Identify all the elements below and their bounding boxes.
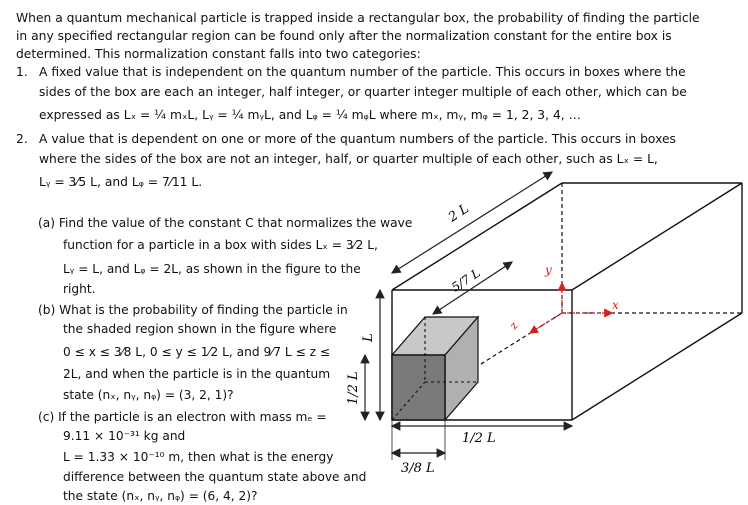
label-3-8L: 3/8 L xyxy=(401,461,435,476)
question-a-line-2: function for a particle in a box with sides Lₓ = 3⁄2 L, xyxy=(63,238,378,252)
label-2L: 2 L xyxy=(446,201,472,226)
intro-line-2: in any specified rectangular region can be found only after the normalization constant for the entire box is xyxy=(16,29,672,43)
item-2-line-3: Lᵧ = 3⁄5 L, and Lᵩ = 7⁄11 L. xyxy=(39,175,203,189)
question-a-line-3: Lᵧ = L, and Lᵩ = 2L, as shown in the figure to the xyxy=(63,262,361,276)
item-1-line-2: sides of the box are each an integer, half integer, or quarter integer multiple of each other, which can be xyxy=(39,85,687,99)
question-c-line-1: (c) If the particle is an electron with mass mₑ = xyxy=(38,410,327,424)
item-2-line-2: where the sides of the box are not an integer, half, or quarter multiple of each other, such as Lₓ = L, xyxy=(39,152,658,166)
axis-x-label: x xyxy=(612,298,619,312)
question-c-line-2: 9.11 × 10⁻³¹ kg and xyxy=(63,429,186,443)
intro-line-1: When a quantum mechanical particle is trapped inside a rectangular box, the probability of finding the particle xyxy=(16,11,700,25)
question-b-line-5: state (nₓ, nᵧ, nᵩ) = (3, 2, 1)? xyxy=(63,388,234,402)
item-1-line-3: expressed as Lₓ = ¼ mₓL, Lᵧ = ¼ mᵧL, and Lᵩ = ¼ mᵩL where mₓ, mᵧ, mᵩ = 1, 2, 3, 4, … xyxy=(39,108,581,122)
question-b-line-4: 2L, and when the particle is in the quantum xyxy=(63,367,331,381)
item-2-line-1: A value that is dependent on one or more of the quantum numbers of the particle. This occurs in boxes xyxy=(39,132,676,146)
shaded-region xyxy=(392,317,478,420)
question-a-line-4: right. xyxy=(63,282,96,296)
item-2-number: 2. xyxy=(16,132,28,146)
question-a-line-1: (a) Find the value of the constant C that normalizes the wave xyxy=(38,216,413,230)
item-1-number: 1. xyxy=(16,65,28,79)
question-c-line-5: the state (nₓ, nᵧ, nᵩ) = (6, 4, 2)? xyxy=(63,489,258,503)
question-b-line-2: the shaded region shown in the figure where xyxy=(63,322,337,336)
label-bottom-half-L: 1/2 L xyxy=(462,431,496,446)
question-b-line-1: (b) What is the probability of finding the particle in xyxy=(38,303,348,317)
label-half-L: 1/2 L xyxy=(346,371,361,405)
intro-line-3: determined. This normalization constant falls into two categories: xyxy=(16,47,421,61)
label-L: L xyxy=(361,333,376,342)
dim-2L-arrow xyxy=(392,172,552,273)
question-c-line-3: L = 1.33 × 10⁻¹⁰ m, then what is the energy xyxy=(63,450,334,464)
label-5-7L: 5/7 L xyxy=(449,265,483,295)
axis-z-label: z xyxy=(506,319,521,332)
axis-y-label: y xyxy=(545,263,552,277)
question-b-line-3: 0 ≤ x ≤ 3⁄8 L, 0 ≤ y ≤ 1⁄2 L, and 9⁄7 L ≤ z ≤ xyxy=(63,345,331,359)
question-c-line-4: difference between the quantum state above and xyxy=(63,470,367,484)
item-1-line-1: A fixed value that is independent on the quantum number of the particle. This occurs in boxes where the xyxy=(39,65,686,79)
